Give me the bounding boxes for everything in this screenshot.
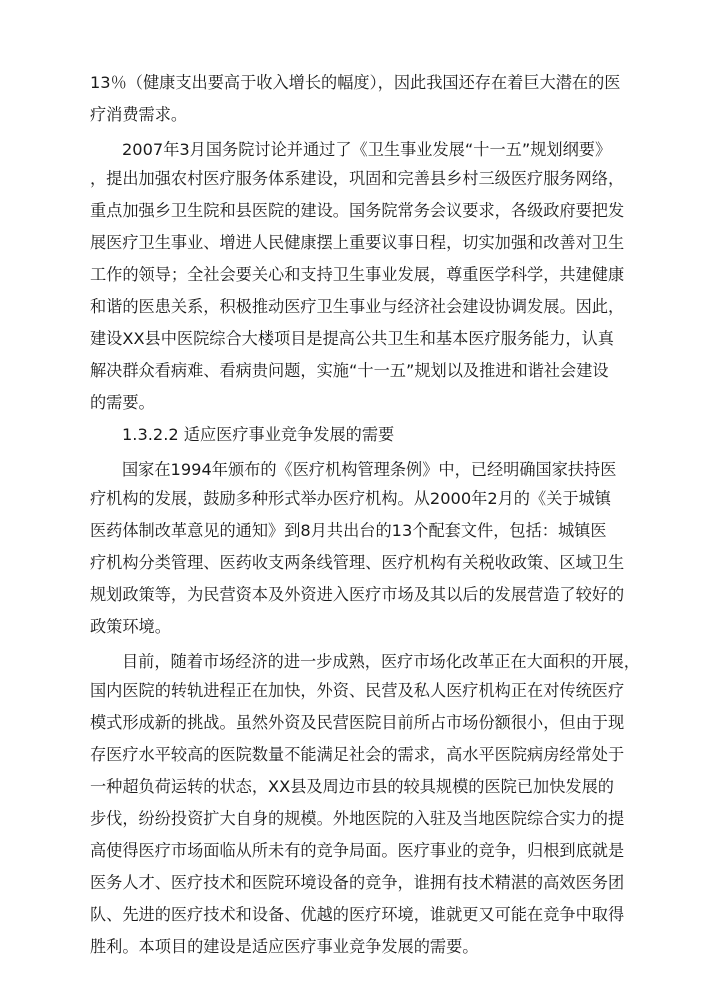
paragraph-2-line-6: 和谐的医患关系，积极推动医疗卫生事业与经济社会建设协调发展。因此， (90, 297, 625, 316)
paragraph-3-line-4: 疗机构分类管理、医药收支两条线管理、医疗机构有关税收政策、区域卫生 (90, 553, 625, 572)
paragraph-4-line-3: 模式形成新的挑战。虽然外资及民营医院目前所占市场份额很小，但由于现 (90, 713, 625, 732)
paragraph-2-line-7: 建设XX县中医院综合大楼项目是提高公共卫生和基本医疗服务能力，认真 (90, 329, 614, 348)
paragraph-1-line-1: 13％（健康支出要高于收入增长的幅度），因此我国还存在着巨大潜在的医 (90, 73, 621, 92)
paragraph-4-line-10: 胜利。本项目的建设是适应医疗事业竞争发展的需要。 (90, 937, 479, 956)
paragraph-3-line-1: 国家在1994年颁布的《医疗机构管理条例》中，已经明确国家扶持医 (122, 460, 617, 479)
paragraph-3-line-6: 政策环境。 (90, 617, 171, 636)
paragraph-4-line-1: 目前，随着市场经济的进一步成熟，医疗市场化改革正在大面积的开展， (122, 652, 640, 671)
paragraph-3-line-3: 医药体制改革意见的通知》到8月共出台的13个配套文件，包括：城镇医 (90, 521, 607, 540)
paragraph-2-line-2: ，提出加强农村医疗服务体系建设，巩固和完善县乡村三级医疗服务网络， (90, 169, 625, 188)
paragraph-2-line-3: 重点加强乡卫生院和县医院的建设。国务院常务会议要求，各级政府要把发 (90, 201, 625, 220)
paragraph-4-line-4: 存医疗水平较高的医院数量不能满足社会的需求，高水平医院病房经常处于 (90, 745, 625, 764)
paragraph-4-line-6: 步伐，纷纷投资扩大自身的规模。外地医院的入驻及当地医院综合实力的提 (90, 809, 625, 828)
paragraph-4-line-5: 一种超负荷运转的状态，XX县及周边市县的较具规模的医院已加快发展的 (90, 777, 614, 796)
paragraph-1-line-2: 疗消费需求。 (90, 105, 188, 124)
paragraph-4-line-2: 国内医院的转轨进程正在加快，外资、民营及私人医疗机构正在对传统医疗 (90, 681, 625, 700)
paragraph-4-line-9: 队、先进的医疗技术和设备、优越的医疗环境，谁就更又可能在竞争中取得 (90, 905, 625, 924)
paragraph-2-line-8: 解决群众看病难、看病贵问题，实施“十一五”规划以及推进和谐社会建设 (90, 361, 609, 380)
paragraph-2-line-1: 2007年3月国务院讨论并通过了《卫生事业发展“十一五”规划纲要》 (122, 140, 612, 159)
paragraph-3-line-5: 规划政策等，为民营资本及外资进入医疗市场及其以后的发展营造了较好的 (90, 585, 625, 604)
paragraph-2-line-9: 的需要。 (90, 393, 155, 412)
paragraph-3-line-2: 疗机构的发展，鼓励多种形式举办医疗机构。从2000年2月的《关于城镇 (90, 489, 611, 508)
paragraph-2-line-4: 展医疗卫生事业、增进人民健康摆上重要议事日程，切实加强和改善对卫生 (90, 233, 625, 252)
section-heading: 1.3.2.2 适应医疗事业竞争发展的需要 (122, 425, 395, 444)
paragraph-2-line-5: 工作的领导；全社会要关心和支持卫生事业发展，尊重医学科学，共建健康 (90, 265, 625, 284)
paragraph-4-line-7: 高使得医疗市场面临从所未有的竞争局面。医疗事业的竞争，归根到底就是 (90, 841, 625, 860)
paragraph-4-line-8: 医务人才、医疗技术和医院环境设备的竞争，谁拥有技术精湛的高效医务团 (90, 873, 625, 892)
